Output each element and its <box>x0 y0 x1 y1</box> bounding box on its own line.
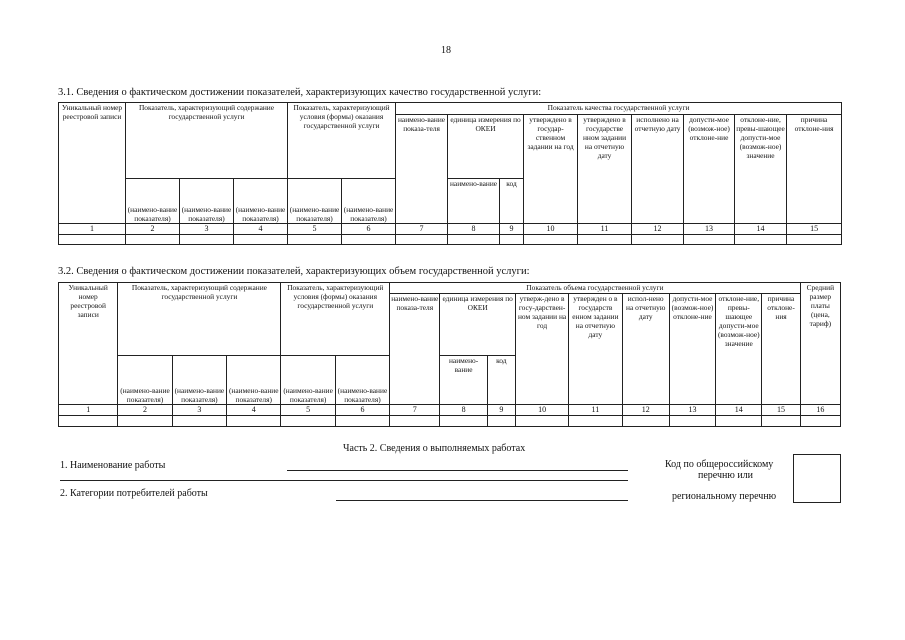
work-name-line-2[interactable] <box>60 480 628 481</box>
empty-cell[interactable] <box>335 416 389 427</box>
work-name-label: 1. Наименование работы <box>60 460 166 471</box>
hdr-sub-indicator: (наимено-вание показателя) <box>180 179 234 224</box>
hdr-unit-name: наимено-вание <box>448 179 500 224</box>
empty-cell[interactable] <box>684 235 735 245</box>
col-number: 14 <box>735 224 787 235</box>
hdr-approved-year: утверж-дено в госу-дарствен-ном задании на год <box>515 294 568 405</box>
hdr-allowed-deviation: допусти-мое (возмож-ное) отклоне-ние <box>669 294 715 405</box>
hdr-indicator-name: наимено-вание показа-теля <box>390 294 440 405</box>
hdr-average-fee: Средний размер платы (цена, тариф) <box>800 283 840 405</box>
hdr-sub-indicator: (наимено-вание показателя) <box>234 179 288 224</box>
col-number: 11 <box>569 405 622 416</box>
empty-cell[interactable] <box>59 416 118 427</box>
col-number: 6 <box>342 224 396 235</box>
empty-cell[interactable] <box>118 416 172 427</box>
col-number: 5 <box>281 405 335 416</box>
hdr-sub-indicator: (наимено-вание показателя) <box>342 179 396 224</box>
hdr-volume-group: Показатель объема государственной услуги <box>390 283 801 294</box>
empty-cell[interactable] <box>622 416 669 427</box>
empty-cell[interactable] <box>172 416 226 427</box>
col-number: 1 <box>59 405 118 416</box>
col-number: 13 <box>669 405 715 416</box>
hdr-exceeding-deviation: отклоне-ние, превы-шающее допусти-мое (возмож-ное) значение <box>735 115 787 224</box>
hdr-sub-indicator: (наимено-вание показателя) <box>118 356 172 405</box>
hdr-sub-indicator: (наимено-вание показателя) <box>335 356 389 405</box>
code-label-line-1: Код по общероссийскому <box>665 459 774 470</box>
section-3-1-title: 3.1. Сведения о фактическом достижении показателей, характеризующих качество государственной услуги: <box>58 87 542 98</box>
col-number: 7 <box>396 224 448 235</box>
empty-cell[interactable] <box>126 235 180 245</box>
work-name-line-1[interactable] <box>287 470 628 471</box>
hdr-executed-date: испол-нено на отчетную дату <box>622 294 669 405</box>
empty-cell[interactable] <box>234 235 288 245</box>
hdr-unit-code: код <box>500 179 524 224</box>
hdr-quality-group: Показатель качества государственной услуги <box>396 103 842 115</box>
col-number: 15 <box>787 224 842 235</box>
hdr-unit-code: код <box>487 356 515 405</box>
col-number: 16 <box>800 405 840 416</box>
hdr-approved-date: утверждено в государстве нном задании на отчетную дату <box>578 115 632 224</box>
hdr-sub-indicator: (наимено-вание показателя) <box>172 356 226 405</box>
hdr-sub-indicator: (наимено-вание показателя) <box>227 356 281 405</box>
col-number: 8 <box>448 224 500 235</box>
hdr-service-conditions: Показатель, характеризующий условия (формы) оказания государственной услуги <box>288 103 396 179</box>
empty-cell[interactable] <box>342 235 396 245</box>
volume-table <box>58 282 841 427</box>
empty-cell[interactable] <box>487 416 515 427</box>
page-number: 18 <box>441 45 451 56</box>
empty-cell[interactable] <box>227 416 281 427</box>
empty-cell[interactable] <box>288 235 342 245</box>
code-label-line-3: региональному перечню <box>672 491 777 502</box>
empty-cell[interactable] <box>281 416 335 427</box>
col-number: 4 <box>227 405 281 416</box>
col-number: 8 <box>440 405 487 416</box>
hdr-executed-date: исполнено на отчетную дату <box>632 115 684 224</box>
hdr-service-content: Показатель, характеризующий содержание государственной услуги <box>126 103 288 179</box>
empty-cell[interactable] <box>762 416 800 427</box>
hdr-approved-date: утвержден о в государств енном задании на отчетную дату <box>569 294 622 405</box>
empty-cell[interactable] <box>735 235 787 245</box>
col-number: 9 <box>500 224 524 235</box>
consumers-label: 2. Категории потребителей работы <box>60 488 208 499</box>
hdr-deviation-reason: причина отклоне-ния <box>787 115 842 224</box>
hdr-unique-number: Уникальный номер реестровой записи <box>59 283 118 405</box>
hdr-unit-name: наимено-вание <box>440 356 487 405</box>
col-number: 15 <box>762 405 800 416</box>
section-3-2-title: 3.2. Сведения о фактическом достижении показателей, характеризующих объем государственной услуги: <box>58 266 530 277</box>
col-number: 6 <box>335 405 389 416</box>
hdr-deviation-reason: причина отклоне-ния <box>762 294 800 405</box>
hdr-indicator-name: наимено-вание показа-теля <box>396 115 448 224</box>
col-number: 5 <box>288 224 342 235</box>
col-number: 12 <box>622 405 669 416</box>
hdr-service-content: Показатель, характеризующий содержание государственной услуги <box>118 283 281 356</box>
col-number: 10 <box>524 224 578 235</box>
hdr-sub-indicator: (наимено-вание показателя) <box>288 179 342 224</box>
quality-table <box>58 102 841 245</box>
col-number: 4 <box>234 224 288 235</box>
col-number: 11 <box>578 224 632 235</box>
hdr-approved-year: утверждено в государ-ственном задании на год <box>524 115 578 224</box>
empty-cell[interactable] <box>396 235 448 245</box>
empty-cell[interactable] <box>524 235 578 245</box>
hdr-unit: единица измерения по ОКЕИ <box>440 294 515 356</box>
consumers-line[interactable] <box>336 500 628 501</box>
empty-cell[interactable] <box>669 416 715 427</box>
empty-cell[interactable] <box>180 235 234 245</box>
col-number: 2 <box>118 405 172 416</box>
col-number: 9 <box>487 405 515 416</box>
col-number: 12 <box>632 224 684 235</box>
col-number: 7 <box>390 405 440 416</box>
hdr-unit: единица измерения по ОКЕИ <box>448 115 524 179</box>
col-number: 13 <box>684 224 735 235</box>
empty-cell[interactable] <box>515 416 568 427</box>
empty-cell[interactable] <box>632 235 684 245</box>
code-box[interactable] <box>793 454 841 503</box>
empty-cell[interactable] <box>440 416 487 427</box>
hdr-sub-indicator: (наимено-вание показателя) <box>126 179 180 224</box>
empty-cell[interactable] <box>800 416 840 427</box>
empty-cell[interactable] <box>716 416 762 427</box>
col-number: 14 <box>716 405 762 416</box>
empty-cell[interactable] <box>59 235 126 245</box>
empty-cell[interactable] <box>500 235 524 245</box>
empty-cell[interactable] <box>578 235 632 245</box>
col-number: 3 <box>172 405 226 416</box>
empty-cell[interactable] <box>390 416 440 427</box>
empty-cell[interactable] <box>787 235 842 245</box>
hdr-unique-number: Уникальный номер реестровой записи <box>59 103 126 224</box>
col-number: 10 <box>515 405 568 416</box>
code-label-line-2: перечню или <box>698 470 754 481</box>
col-number: 3 <box>180 224 234 235</box>
col-number: 1 <box>59 224 126 235</box>
hdr-sub-indicator: (наимено-вание показателя) <box>281 356 335 405</box>
hdr-service-conditions: Показатель, характеризующий условия (формы) оказания государственной услуги <box>281 283 390 356</box>
empty-cell[interactable] <box>569 416 622 427</box>
hdr-allowed-deviation: допусти-мое (возмож-ное) отклоне-ние <box>684 115 735 224</box>
part-2-title: Часть 2. Сведения о выполняемых работах <box>343 443 526 454</box>
col-number: 2 <box>126 224 180 235</box>
empty-cell[interactable] <box>448 235 500 245</box>
hdr-exceeding-deviation: отклоне-ние, превы-шающее допусти-мое (возмож-ное) значение <box>716 294 762 405</box>
